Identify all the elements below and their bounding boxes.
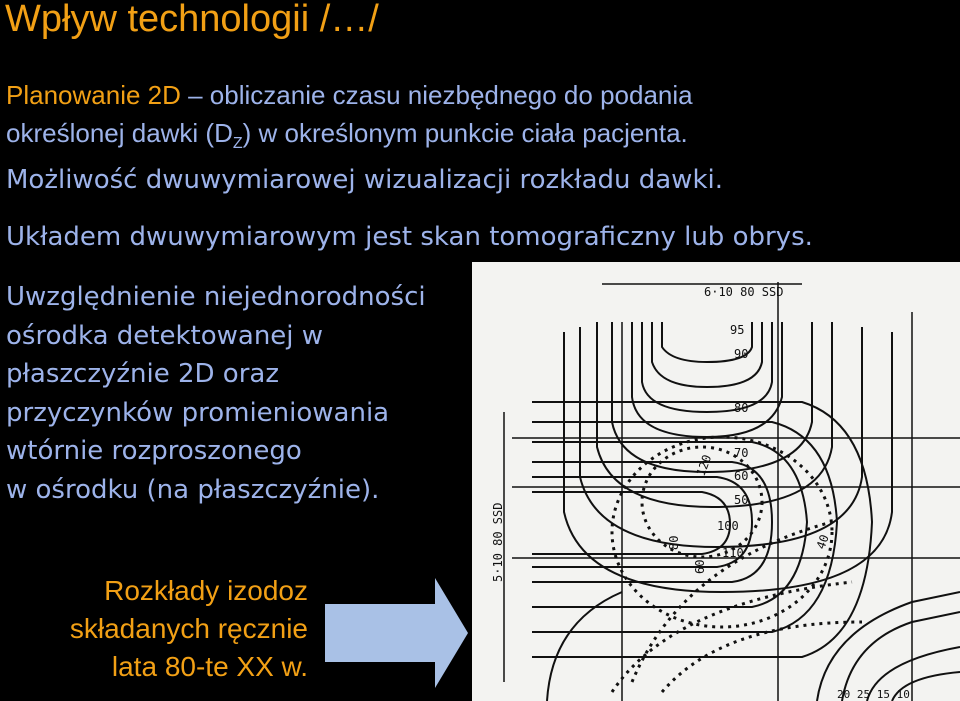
- paragraph-line: Uwzględnienie niejednorodności: [6, 282, 426, 312]
- intro-line-1: [6, 80, 693, 111]
- paragraph-line: przyczynków promieniowania: [6, 397, 390, 428]
- caption-line: lata 80-te XX w.: [111, 651, 308, 682]
- isodose-label-90: 90: [734, 347, 749, 361]
- intro-def-b: ) w określonym punkcie ciała pacjenta.: [242, 118, 688, 148]
- scan-label-side: 5·10 80 SSD: [491, 502, 505, 582]
- intro-definition: – obliczanie czasu niezbędnego do podania: [180, 80, 693, 110]
- isodose-label-95: 95: [730, 323, 745, 337]
- contour-label-120: 120: [693, 452, 715, 479]
- coordinate-system-text: Układem dwuwymiarowym jest skan tomograficzny lub obrys.: [6, 222, 813, 252]
- paragraph-line: wtórnie rozproszonego: [6, 436, 302, 466]
- intro-line-2: [6, 118, 688, 153]
- arrow-right-icon: [325, 578, 470, 688]
- isodose-label-80: 80: [734, 401, 749, 415]
- paragraph-line: płaszczyźnie 2D oraz: [6, 359, 279, 389]
- isodose-label-70: 70: [734, 446, 749, 460]
- paragraph-line: w ośrodku (na płaszczyźnie).: [6, 474, 380, 505]
- slide-title: Wpływ technologii /…/: [5, 0, 379, 40]
- isodose-label-50: 50: [734, 493, 749, 507]
- scan-label-top: 6·10 80 SSD: [704, 285, 784, 299]
- caption-line: Rozkłady izodoz: [104, 575, 308, 606]
- intro-def-a: określonej dawki (D: [6, 118, 233, 148]
- visualization-text: Możliwość dwuwymiarowej wizualizacji rozkładu dawki.: [6, 165, 723, 195]
- contour-label-110: 110: [722, 546, 744, 560]
- paragraph-line: ośrodka detektowanej w: [6, 320, 324, 351]
- caption-line: składanych ręcznie: [69, 613, 308, 644]
- contour-label-100: 100: [717, 519, 739, 533]
- inhomogeneity-paragraph: [6, 278, 426, 509]
- contour-label-40: 40: [813, 532, 832, 552]
- intro-term: Planowanie 2D: [6, 80, 181, 110]
- intro-subscript: Z: [232, 135, 243, 153]
- scan-label-bottom: 20 25 15 10: [837, 688, 910, 701]
- contour-label-60: 60: [693, 559, 707, 574]
- isodose-label-60: 60: [734, 469, 749, 483]
- contour-label-80: 80: [667, 535, 681, 550]
- isodose-distribution-scan: [472, 262, 960, 701]
- image-caption: [30, 572, 308, 686]
